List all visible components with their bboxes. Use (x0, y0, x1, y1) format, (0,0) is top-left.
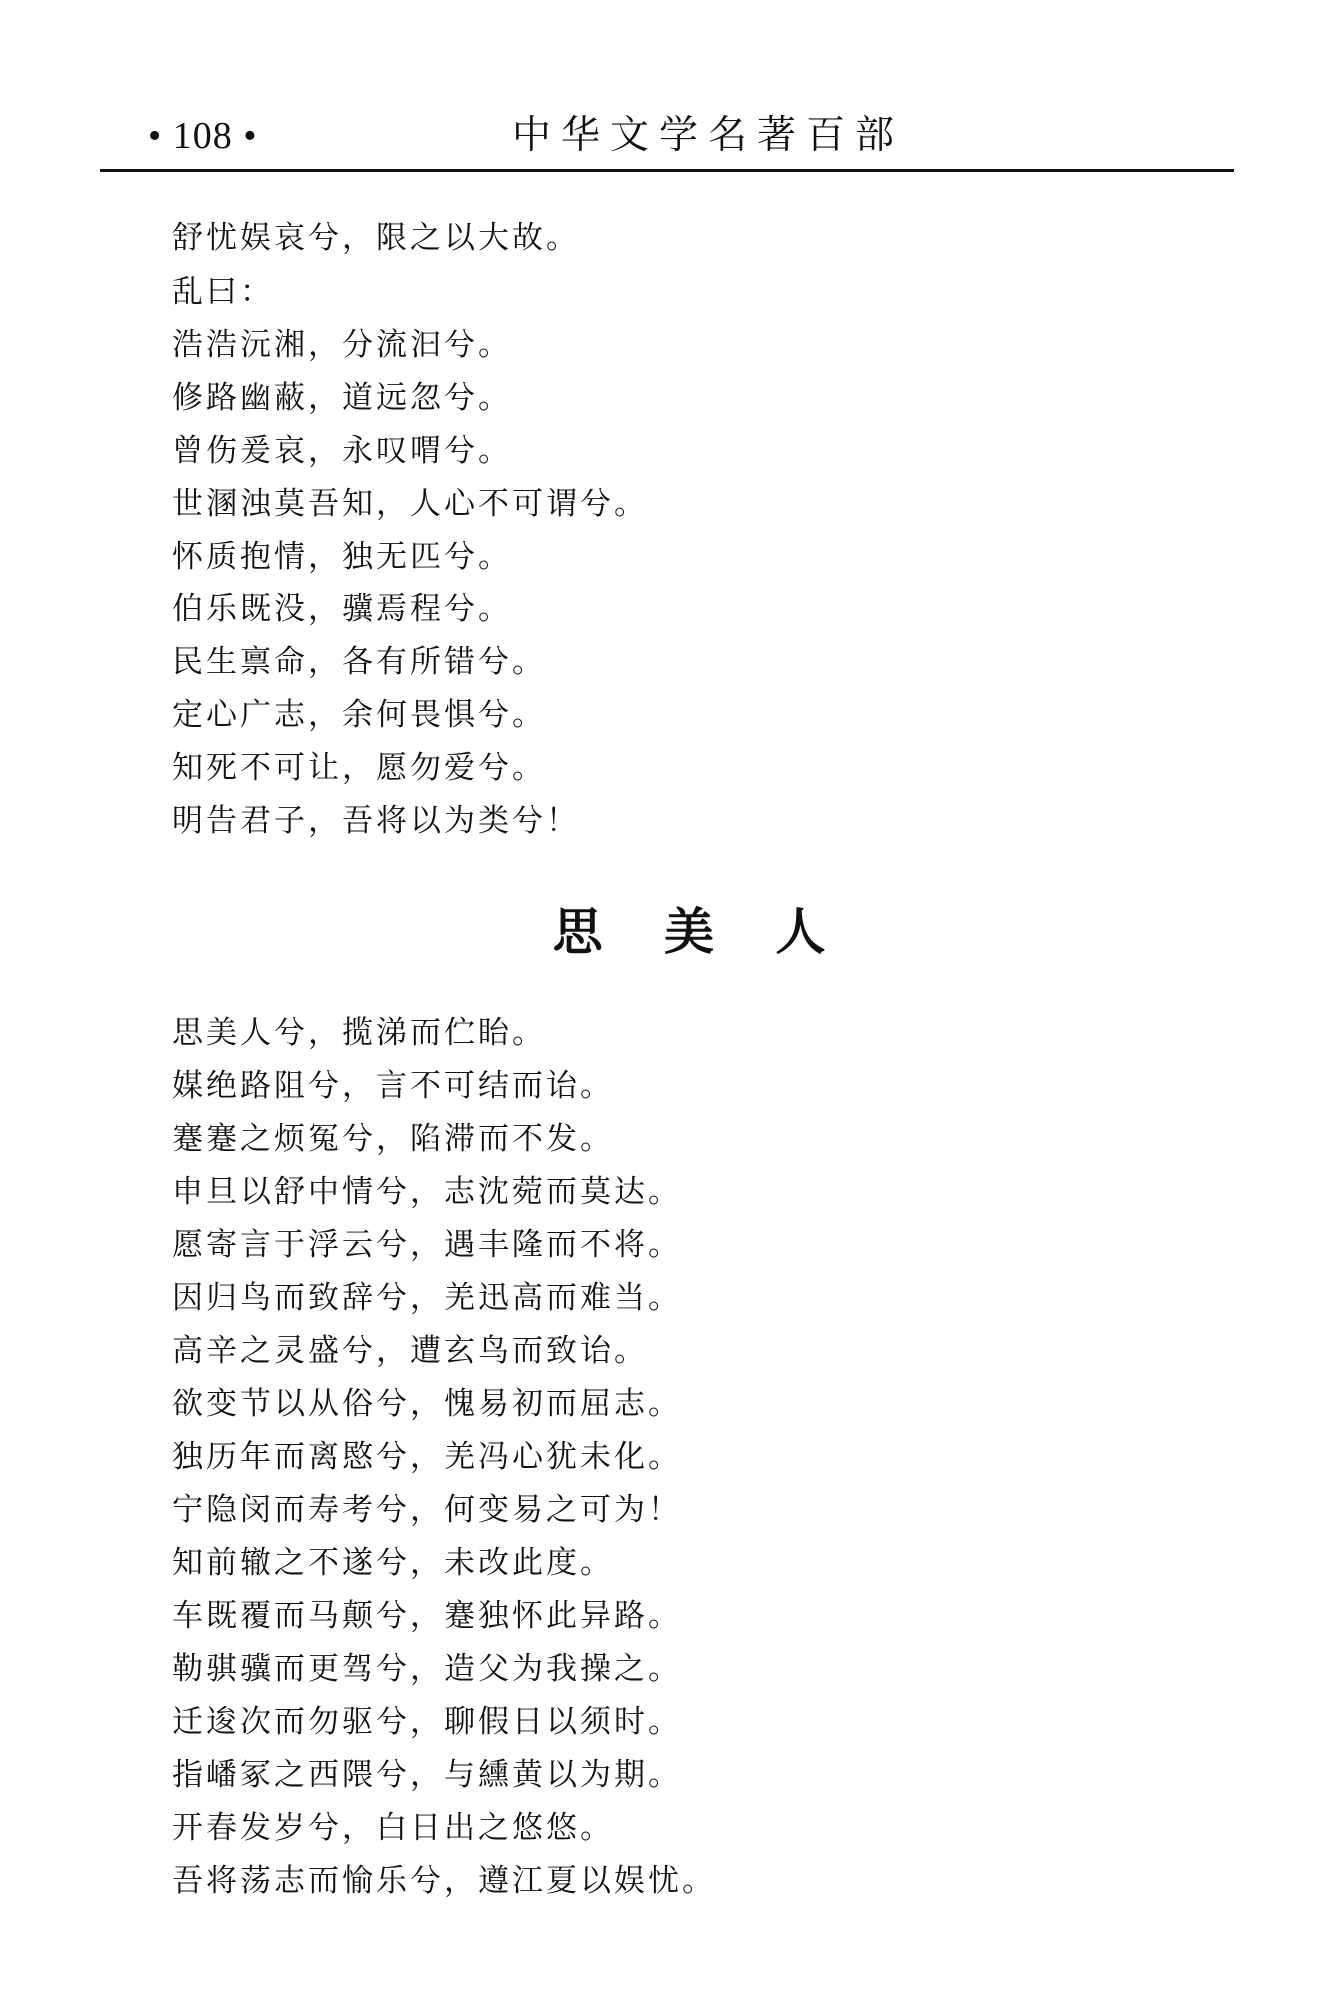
poem-line: 勒骐骥而更驾兮，造父为我操之。 (172, 1651, 682, 1687)
poem-line: 申旦以舒中情兮，志沈菀而莫达。 (172, 1174, 682, 1210)
header-rule (100, 169, 1234, 172)
poem-line: 高辛之灵盛兮，遭玄鸟而致诒。 (172, 1333, 648, 1369)
poem-line: 怀质抱情，独无匹兮。 (172, 539, 512, 575)
poem-line: 迁逡次而勿驱兮，聊假日以须时。 (172, 1704, 682, 1740)
poem-line: 知死不可让，愿勿爱兮。 (172, 750, 546, 786)
poem-line: 明告君子，吾将以为类兮！ (172, 803, 580, 839)
poem-line: 媒绝路阻兮，言不可结而诒。 (172, 1068, 614, 1104)
poem-line: 世溷浊莫吾知，人心不可谓兮。 (172, 486, 648, 522)
section-title: 思 美 人 (552, 903, 848, 961)
poem-line: 吾将荡志而愉乐兮，遵江夏以娱忧。 (172, 1863, 716, 1899)
poem-line: 修路幽蔽，道远忽兮。 (172, 380, 512, 416)
poem-line: 蹇蹇之烦冤兮，陷滞而不发。 (172, 1121, 614, 1157)
poem-line: 开春发岁兮，白日出之悠悠。 (172, 1810, 614, 1846)
poem-line: 欲变节以从俗兮，愧易初而屈志。 (172, 1386, 682, 1422)
poem-line: 车既覆而马颠兮，蹇独怀此异路。 (172, 1598, 682, 1634)
poem-line: 宁隐闵而寿考兮，何变易之可为！ (172, 1492, 682, 1528)
poem-line: 舒忧娱哀兮，限之以大故。 (172, 220, 580, 256)
poem-line: 愿寄言于浮云兮，遇丰隆而不将。 (172, 1227, 682, 1263)
poem-line: 伯乐既没，骥焉程兮。 (172, 591, 512, 627)
poem-line: 曾伤爰哀，永叹喟兮。 (172, 433, 512, 469)
page-header (100, 108, 1232, 168)
poem-line: 乱曰： (172, 274, 274, 310)
poem-line: 定心广志，余何畏惧兮。 (172, 697, 546, 733)
poem-line: 独历年而离愍兮，羌冯心犹未化。 (172, 1439, 682, 1475)
poem-line: 知前辙之不遂兮，未改此度。 (172, 1545, 614, 1581)
poem-line: 指嶓冢之西隈兮，与纁黄以为期。 (172, 1757, 682, 1793)
poem-line: 民生禀命，各有所错兮。 (172, 644, 546, 680)
running-head-title: 中华文学名著百部 (512, 113, 905, 158)
poem-line: 思美人兮，揽涕而伫眙。 (172, 1015, 546, 1051)
poem-line: 因归鸟而致辞兮，羌迅高而难当。 (172, 1280, 682, 1316)
page-number: • 108 • (148, 115, 258, 157)
poem-line: 浩浩沅湘，分流汩兮。 (172, 327, 512, 363)
